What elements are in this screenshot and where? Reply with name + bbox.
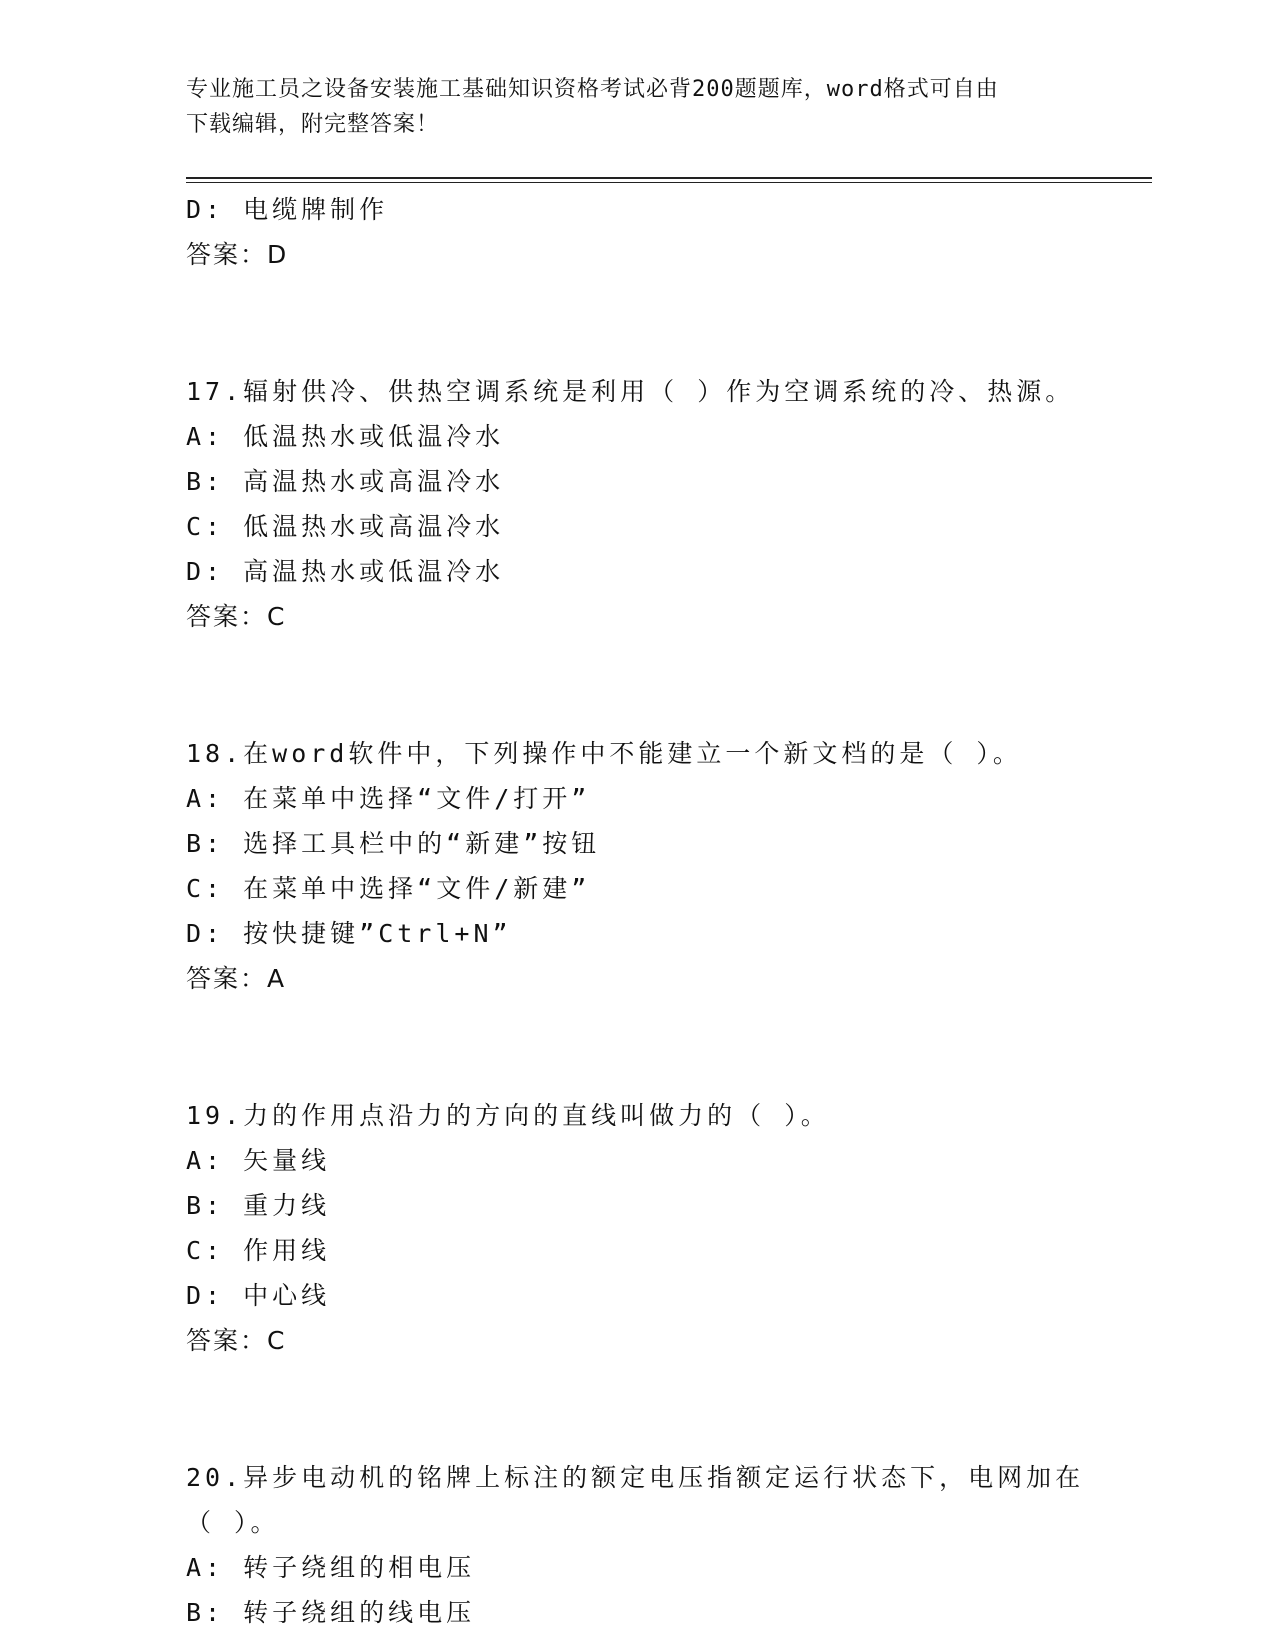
question-16-tail: [186, 187, 1146, 277]
question-stem: 20.异步电动机的铭牌上标注的额定电压指额定运行状态下，电网加在: [186, 1463, 1085, 1492]
option-d: D: 电缆牌制作: [186, 195, 389, 224]
option-c: C: 作用线: [186, 1236, 331, 1265]
page-header: [186, 72, 1086, 142]
header-title-line-1: 专业施工员之设备安装施工基础知识资格考试必背200题题库，word格式可自由: [186, 77, 999, 102]
answer-line: 答案：D: [186, 240, 289, 269]
option-b: B: 高温热水或高温冷水: [186, 467, 505, 496]
answer-line: 答案：C: [186, 602, 287, 631]
header-title-line-2: 下载编辑，附完整答案！: [186, 112, 440, 137]
question-20: [186, 1455, 1146, 1635]
header-divider-thick: [186, 177, 1152, 179]
question-stem-continued: （ ）。: [186, 1508, 280, 1537]
header-divider-thin: [186, 182, 1152, 183]
option-b: B: 转子绕组的线电压: [186, 1598, 476, 1627]
option-a: A: 转子绕组的相电压: [186, 1553, 476, 1582]
option-b: B: 重力线: [186, 1191, 331, 1220]
option-d: D: 按快捷键”Ctrl+N”: [186, 919, 512, 948]
option-c: C: 在菜单中选择“文件/新建”: [186, 874, 591, 903]
question-stem: 19.力的作用点沿力的方向的直线叫做力的（ ）。: [186, 1101, 830, 1130]
answer-line: 答案：A: [186, 964, 287, 993]
answer-line: 答案：C: [186, 1326, 287, 1355]
option-b: B: 选择工具栏中的“新建”按钮: [186, 829, 601, 858]
question-stem: 17.辐射供冷、供热空调系统是利用（ ）作为空调系统的冷、热源。: [186, 377, 1075, 406]
question-19: [186, 1093, 1146, 1363]
question-stem: 18.在word软件中，下列操作中不能建立一个新文档的是（ ）。: [186, 739, 1022, 768]
question-list: [186, 187, 1146, 1635]
option-d: D: 高温热水或低温冷水: [186, 557, 505, 586]
option-a: A: 在菜单中选择“文件/打开”: [186, 784, 591, 813]
option-c: C: 低温热水或高温冷水: [186, 512, 505, 541]
option-a: A: 矢量线: [186, 1146, 331, 1175]
question-18: [186, 731, 1146, 1001]
question-17: [186, 369, 1146, 639]
option-d: D: 中心线: [186, 1281, 331, 1310]
option-a: A: 低温热水或低温冷水: [186, 422, 505, 451]
